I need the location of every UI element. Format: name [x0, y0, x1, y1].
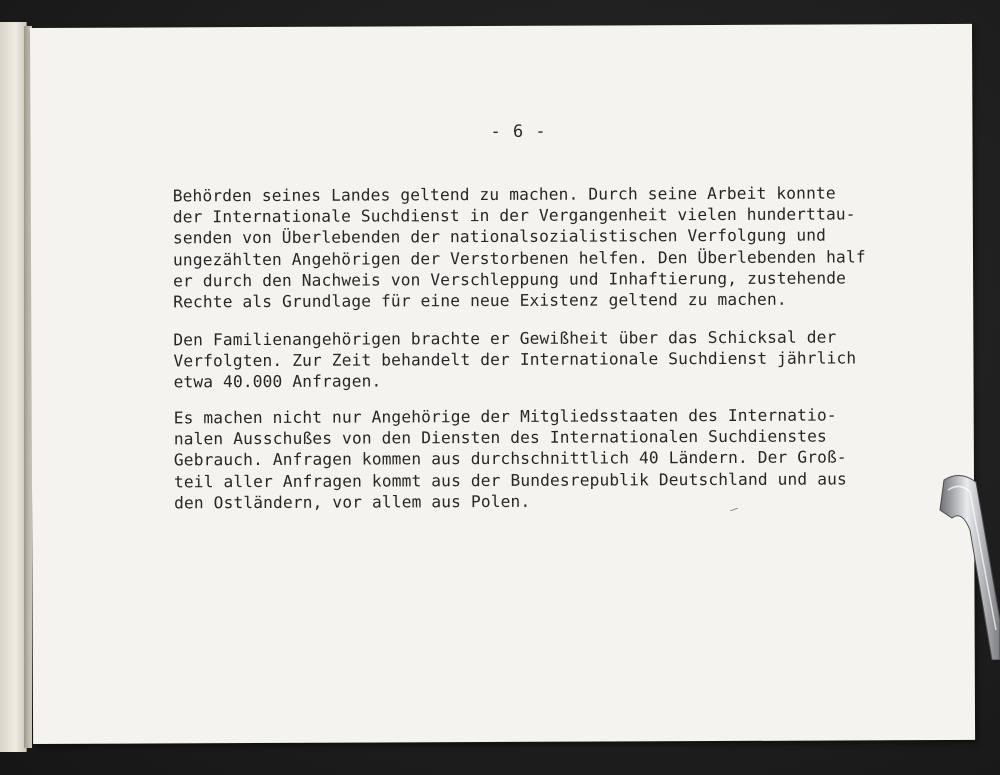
facing-page-edge: [0, 22, 27, 752]
text-line: Rechte als Grundlage für eine neue Existenz geltend zu machen.: [173, 289, 787, 312]
text-line: ungezählten Angehörigen der Verstorbenen helfen. Den Überlebenden half: [172, 246, 866, 269]
text-line: der Internationale Suchdienst in der Vergangenheit vielen hunderttau-: [172, 204, 856, 227]
text-line: teil aller Anfragen kommt aus der Bundesrepublik Deutschland und aus: [173, 469, 847, 491]
text-line: er durch den Nachweis von Verschleppung und Inhaftierung, zustehende: [173, 268, 847, 291]
text-line: Verfolgten. Zur Zeit behandelt der Internationale Suchdienst jährlich: [173, 348, 857, 371]
text-line: nalen Ausschußes von den Diensten des Internationalen Suchdienstes: [173, 426, 827, 449]
paragraph-2: [173, 326, 913, 393]
paper-mark: [730, 508, 738, 511]
tweezers-icon: [930, 470, 1000, 660]
text-line: den Ostländern, vor allem aus Polen.: [174, 491, 531, 513]
text-line: Behörden seines Landes geltend zu machen. Durch seine Arbeit konnte: [172, 183, 836, 206]
paragraph-3: [174, 404, 914, 513]
text-line: etwa 40.000 Anfragen.: [173, 371, 382, 392]
text-line: Es machen nicht nur Angehörige der Mitgliedsstaaten des Internatio-: [173, 405, 837, 428]
text-line: senden von Überlebenden der nationalsozialistischen Verfolgung und: [172, 225, 827, 248]
document-page: [30, 24, 975, 744]
text-line: Gebrauch. Anfragen kommen aus durchschnittlich 40 Ländern. Der Groß-: [173, 447, 847, 470]
text-line: Den Familienangehörigen brachte er Gewißheit über das Schicksal der: [173, 327, 837, 350]
paragraph-1: [173, 182, 914, 312]
page-number: - 6 -: [490, 121, 547, 142]
